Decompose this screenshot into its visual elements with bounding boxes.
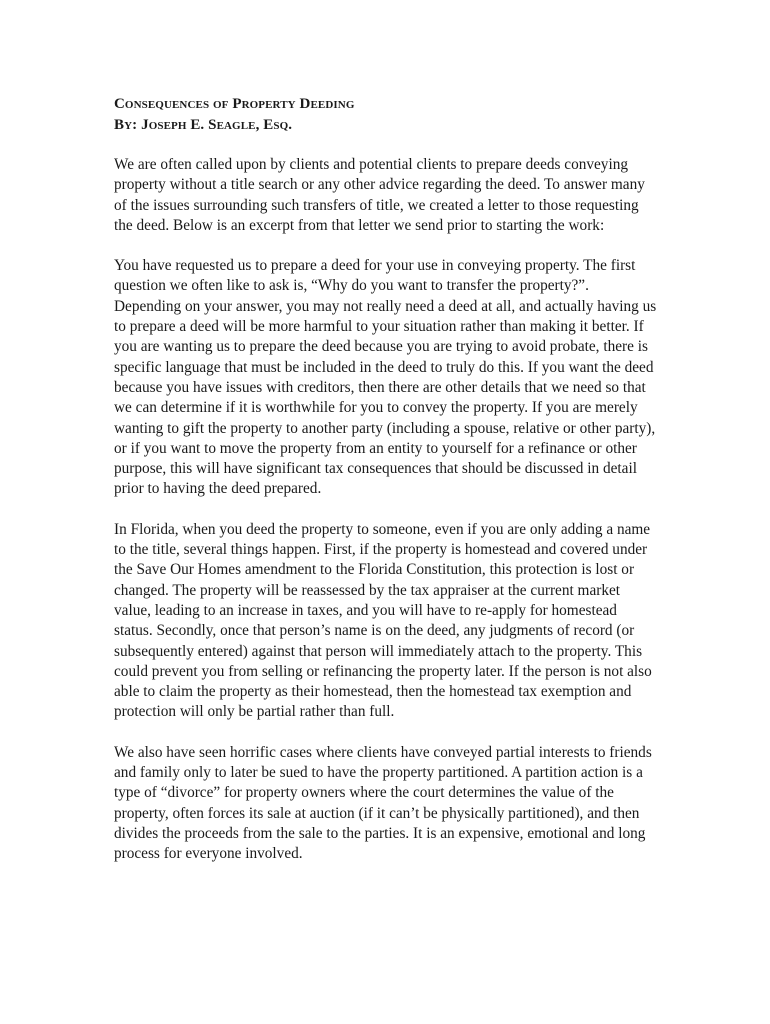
document-byline: By: Joseph E. Seagle, Esq. bbox=[114, 117, 293, 133]
document-page bbox=[114, 94, 659, 885]
document-title: Consequences of Property Deeding bbox=[114, 96, 355, 112]
paragraph-florida: In Florida, when you deed the property to someone, even if you are only adding a name to the title, several things happen. First, if the property is homestead and covered under the Save Our Homes amendment to the Florida Constitution, this protection is lost or changed. The property will be reassessed by the tax appraiser at the current market value, leading to an increase in taxes, and you will have to re-apply for homestead status. Secondly, once that person’s name is on the deed, any judgments of record (or subsequently entered) against that person will immediately attach to the property. This could prevent you from selling or refinancing the property later. If the person is not also able to claim the property as their homestead, then the homestead tax exemption and protection will only be partial rather than full. bbox=[114, 520, 652, 721]
title-block bbox=[114, 94, 659, 136]
paragraph-intro: We are often called upon by clients and potential clients to prepare deeds conveying property without a title search or any other advice regarding the deed. To answer many of the issues surrounding such transfers of title, we created a letter to those requesting the deed. Below is an excerpt from that letter we send prior to starting the work: bbox=[114, 156, 645, 234]
paragraph-partition: We also have seen horrific cases where clients have conveyed partial interests to friends and family only to later be sued to have the property partitioned. A partition action is a type of “divorce” for property owners where the court determines the value of the property, often forces its sale at auction (if it can’t be physically partitioned), and then divides the proceeds from the sale to the parties. It is an expensive, emotional and long process for everyone involved. bbox=[114, 743, 652, 863]
paragraph-deed-request: You have requested us to prepare a deed for your use in conveying property. The first question we often like to ask is, “Why do you want to transfer the property?”. Depending on your answer, you may not really need a deed at all, and actually having us to prepare a deed will be more harmful to your situation rather than making it better. If you are wanting us to prepare the deed because you are trying to avoid probate, there is specific language that must be included in the deed to truly do this. If you want the deed because you have issues with creditors, then there are other details that we need so that we can determine if it is worthwhile for you to convey the property. If you are merely wanting to gift the property to another party (including a spouse, relative or other party), or if you want to move the property from an entity to yourself for a refinance or other purpose, this will have significant tax consequences that should be discussed in detail prior to having the deed prepared. bbox=[114, 257, 657, 498]
